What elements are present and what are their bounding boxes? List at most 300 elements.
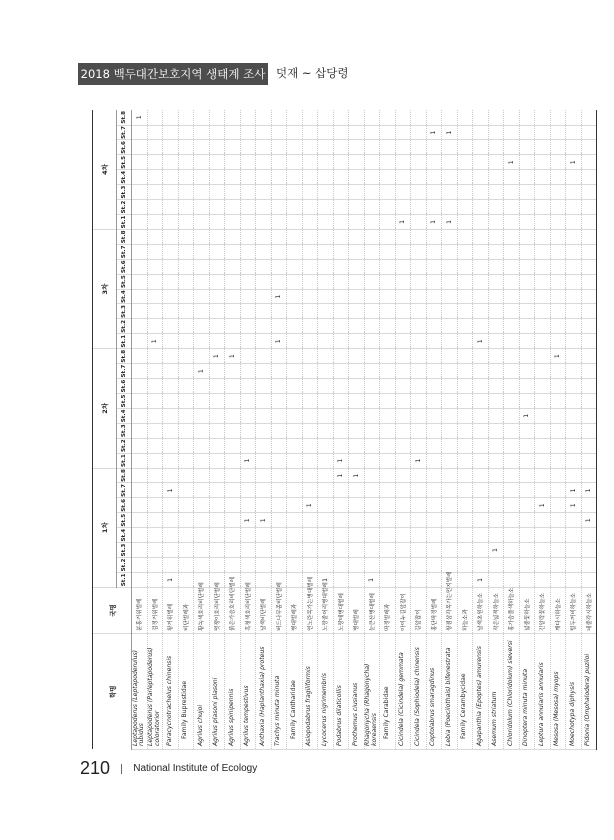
occurrence-cell xyxy=(194,468,210,483)
occurrence-cell xyxy=(426,319,442,334)
occurrence-cell xyxy=(147,214,163,229)
occurrence-cell xyxy=(240,379,256,394)
table-body xyxy=(132,110,597,750)
occurrence-cell xyxy=(178,244,194,259)
occurrence-cell xyxy=(550,558,566,573)
table-row xyxy=(132,110,148,750)
occurrence-cell xyxy=(364,170,380,185)
occurrence-cell xyxy=(380,528,396,543)
occurrence-cell xyxy=(519,423,535,438)
occurrence-cell xyxy=(581,155,597,170)
occurrence-cell xyxy=(550,393,566,408)
occurrence-cell xyxy=(581,319,597,334)
occurrence-cell xyxy=(411,572,427,587)
occurrence-cell xyxy=(488,498,504,513)
occurrence-cell xyxy=(240,125,256,140)
occurrence-cell xyxy=(209,513,225,528)
page-footer xyxy=(80,758,257,780)
occurrence-cell xyxy=(302,244,318,259)
occurrence-cell xyxy=(442,170,458,185)
occurrence-cell xyxy=(318,214,334,229)
occurrence-cell xyxy=(333,364,349,379)
occurrence-cell xyxy=(488,319,504,334)
occurrence-cell xyxy=(209,170,225,185)
occurrence-cell xyxy=(225,274,241,289)
occurrence-cell xyxy=(457,304,473,319)
occurrence-cell xyxy=(550,259,566,274)
occurrence-cell xyxy=(333,274,349,289)
occurrence-cell xyxy=(194,304,210,319)
occurrence-cell xyxy=(178,349,194,364)
site-header: St.2 xyxy=(117,319,132,334)
occurrence-cell xyxy=(333,200,349,215)
occurrence-cell xyxy=(504,393,520,408)
occurrence-cell xyxy=(302,110,318,125)
occurrence-cell xyxy=(364,483,380,498)
occurrence-cell xyxy=(395,438,411,453)
table-row xyxy=(535,110,551,750)
occurrence-cell xyxy=(535,214,551,229)
occurrence-cell xyxy=(147,423,163,438)
occurrence-cell: 1 xyxy=(442,214,458,229)
occurrence-cell xyxy=(287,468,303,483)
rotated-table-container xyxy=(92,110,593,750)
occurrence-cell xyxy=(302,155,318,170)
occurrence-cell xyxy=(395,498,411,513)
occurrence-cell xyxy=(240,528,256,543)
occurrence-cell xyxy=(380,498,396,513)
occurrence-cell xyxy=(302,393,318,408)
occurrence-cell xyxy=(163,408,179,423)
occurrence-cell: 1 xyxy=(411,453,427,468)
occurrence-cell xyxy=(442,140,458,155)
occurrence-cell xyxy=(488,408,504,423)
occurrence-cell xyxy=(504,289,520,304)
occurrence-cell xyxy=(457,200,473,215)
occurrence-cell xyxy=(225,513,241,528)
occurrence-cell xyxy=(209,125,225,140)
occurrence-cell xyxy=(333,110,349,125)
occurrence-cell xyxy=(411,393,427,408)
occurrence-cell xyxy=(240,229,256,244)
occurrence-cell xyxy=(147,200,163,215)
occurrence-cell xyxy=(271,393,287,408)
occurrence-cell xyxy=(302,379,318,394)
occurrence-cell xyxy=(566,274,582,289)
occurrence-cell xyxy=(550,244,566,259)
occurrence-cell xyxy=(225,498,241,513)
occurrence-cell xyxy=(209,528,225,543)
occurrence-cell xyxy=(581,125,597,140)
occurrence-cell xyxy=(380,408,396,423)
korean-name-cell: 홍가슴풀색하늘소 xyxy=(504,587,520,633)
occurrence-cell: 1 xyxy=(426,125,442,140)
occurrence-cell xyxy=(535,110,551,125)
occurrence-cell xyxy=(256,155,272,170)
occurrence-cell xyxy=(318,498,334,513)
occurrence-cell xyxy=(581,334,597,349)
occurrence-cell xyxy=(287,393,303,408)
occurrence-cell xyxy=(178,200,194,215)
occurrence-cell xyxy=(225,214,241,229)
occurrence-cell xyxy=(194,543,210,558)
occurrence-cell xyxy=(194,110,210,125)
occurrence-cell xyxy=(581,468,597,483)
occurrence-cell xyxy=(581,170,597,185)
occurrence-cell xyxy=(240,110,256,125)
occurrence-cell xyxy=(442,468,458,483)
site-header: St.1 xyxy=(117,453,132,468)
occurrence-cell xyxy=(178,408,194,423)
occurrence-cell xyxy=(550,408,566,423)
occurrence-cell xyxy=(163,438,179,453)
site-header: St.8 xyxy=(117,468,132,483)
korean-name-cell: 아이누길앞잡이 xyxy=(395,587,411,633)
occurrence-cell xyxy=(519,572,535,587)
occurrence-cell xyxy=(457,393,473,408)
occurrence-cell xyxy=(364,110,380,125)
korean-name-cell: 버드나무좀비단벌레 xyxy=(271,587,287,633)
occurrence-cell xyxy=(519,483,535,498)
occurrence-cell xyxy=(519,468,535,483)
occurrence-cell xyxy=(380,423,396,438)
occurrence-cell xyxy=(194,558,210,573)
occurrence-cell xyxy=(411,274,427,289)
occurrence-cell xyxy=(566,185,582,200)
occurrence-cell xyxy=(535,453,551,468)
occurrence-cell xyxy=(240,408,256,423)
occurrence-cell xyxy=(426,200,442,215)
occurrence-cell xyxy=(473,244,489,259)
occurrence-cell xyxy=(271,319,287,334)
occurrence-cell xyxy=(132,155,148,170)
occurrence-cell xyxy=(349,229,365,244)
occurrence-cell xyxy=(380,259,396,274)
occurrence-cell xyxy=(519,155,535,170)
occurrence-cell xyxy=(550,423,566,438)
occurrence-cell xyxy=(333,572,349,587)
scientific-name-cell: Lycocerus nigrimembris xyxy=(318,633,334,749)
occurrence-cell xyxy=(302,319,318,334)
occurrence-cell xyxy=(364,244,380,259)
occurrence-cell xyxy=(178,170,194,185)
occurrence-cell xyxy=(333,319,349,334)
occurrence-cell xyxy=(473,214,489,229)
occurrence-cell xyxy=(178,229,194,244)
occurrence-cell xyxy=(349,185,365,200)
occurrence-cell xyxy=(132,572,148,587)
occurrence-cell xyxy=(209,289,225,304)
scientific-name-cell: Agrilus chujoi xyxy=(194,633,210,749)
table-row xyxy=(395,110,411,750)
occurrence-cell xyxy=(318,319,334,334)
occurrence-cell xyxy=(566,572,582,587)
occurrence-cell xyxy=(287,155,303,170)
occurrence-cell xyxy=(147,140,163,155)
korean-name-cell: 깨다시하늘소 xyxy=(550,587,566,633)
occurrence-cell xyxy=(163,423,179,438)
occurrence-cell xyxy=(488,155,504,170)
occurrence-cell xyxy=(349,408,365,423)
occurrence-cell xyxy=(147,155,163,170)
occurrence-cell xyxy=(473,289,489,304)
occurrence-cell xyxy=(225,140,241,155)
occurrence-cell xyxy=(349,513,365,528)
scientific-name-cell: Leptapoderus (Leptapoderulus) rubidus xyxy=(132,633,148,749)
scientific-name-cell: Agrilus tempestivus xyxy=(240,633,256,749)
occurrence-cell xyxy=(519,513,535,528)
site-header: St.4 xyxy=(117,408,132,423)
occurrence-cell xyxy=(256,558,272,573)
occurrence-cell xyxy=(178,259,194,274)
occurrence-cell xyxy=(147,110,163,125)
table-row xyxy=(581,110,597,750)
occurrence-cell xyxy=(163,319,179,334)
occurrence-cell xyxy=(147,453,163,468)
occurrence-cell xyxy=(349,110,365,125)
occurrence-cell xyxy=(256,483,272,498)
occurrence-cell xyxy=(550,528,566,543)
occurrence-cell xyxy=(519,140,535,155)
occurrence-cell xyxy=(287,125,303,140)
col-header-scientific-name: 학명 xyxy=(93,633,132,749)
occurrence-cell xyxy=(178,364,194,379)
occurrence-cell xyxy=(225,110,241,125)
occurrence-cell xyxy=(163,229,179,244)
occurrence-cell xyxy=(504,110,520,125)
occurrence-cell xyxy=(287,334,303,349)
occurrence-cell xyxy=(209,543,225,558)
occurrence-cell xyxy=(488,468,504,483)
occurrence-cell xyxy=(535,185,551,200)
occurrence-cell xyxy=(395,349,411,364)
occurrence-cell xyxy=(333,259,349,274)
occurrence-cell xyxy=(333,528,349,543)
occurrence-cell xyxy=(132,214,148,229)
occurrence-cell xyxy=(132,185,148,200)
occurrence-cell xyxy=(473,229,489,244)
occurrence-cell xyxy=(364,349,380,364)
occurrence-cell: 1 xyxy=(147,334,163,349)
occurrence-cell xyxy=(147,408,163,423)
occurrence-cell xyxy=(256,289,272,304)
occurrence-cell xyxy=(364,438,380,453)
occurrence-cell xyxy=(426,498,442,513)
occurrence-cell xyxy=(163,259,179,274)
occurrence-cell xyxy=(473,259,489,274)
occurrence-cell xyxy=(442,200,458,215)
occurrence-cell xyxy=(147,289,163,304)
scientific-name-cell: Anthaxia (Haplanthaxia) proteus xyxy=(256,633,272,749)
scientific-name-cell: Trachys minuta minuta xyxy=(271,633,287,749)
occurrence-cell xyxy=(535,289,551,304)
occurrence-cell xyxy=(240,155,256,170)
occurrence-cell xyxy=(209,304,225,319)
occurrence-cell xyxy=(411,528,427,543)
occurrence-cell xyxy=(287,229,303,244)
occurrence-cell xyxy=(566,408,582,423)
occurrence-cell xyxy=(504,170,520,185)
occurrence-cell xyxy=(318,334,334,349)
occurrence-cell: 1 xyxy=(473,572,489,587)
korean-name-cell: 넓줄꽃하늘소 xyxy=(519,587,535,633)
occurrence-cell xyxy=(442,304,458,319)
occurrence-cell xyxy=(488,558,504,573)
occurrence-cell xyxy=(163,140,179,155)
occurrence-cell xyxy=(364,185,380,200)
occurrence-cell xyxy=(318,274,334,289)
occurrence-cell xyxy=(488,289,504,304)
occurrence-cell xyxy=(581,304,597,319)
occurrence-cell xyxy=(550,334,566,349)
occurrence-cell xyxy=(395,528,411,543)
occurrence-cell xyxy=(581,274,597,289)
occurrence-cell xyxy=(411,498,427,513)
occurrence-cell xyxy=(225,259,241,274)
occurrence-cell xyxy=(256,334,272,349)
occurrence-cell xyxy=(256,200,272,215)
occurrence-cell xyxy=(225,364,241,379)
occurrence-cell xyxy=(442,289,458,304)
scientific-name-cell: Asemum striatum xyxy=(488,633,504,749)
occurrence-cell xyxy=(488,259,504,274)
occurrence-cell xyxy=(302,229,318,244)
occurrence-cell xyxy=(225,543,241,558)
occurrence-cell xyxy=(504,349,520,364)
occurrence-cell xyxy=(473,110,489,125)
occurrence-cell xyxy=(256,125,272,140)
site-header: St.1 xyxy=(117,214,132,229)
occurrence-cell xyxy=(256,244,272,259)
occurrence-cell xyxy=(287,274,303,289)
occurrence-cell xyxy=(364,259,380,274)
occurrence-cell xyxy=(163,304,179,319)
occurrence-cell xyxy=(271,513,287,528)
occurrence-cell xyxy=(287,572,303,587)
occurrence-cell xyxy=(318,200,334,215)
occurrence-cell: 1 xyxy=(271,289,287,304)
occurrence-cell xyxy=(581,438,597,453)
site-header: St.5 xyxy=(117,274,132,289)
occurrence-cell xyxy=(395,364,411,379)
occurrence-cell xyxy=(271,558,287,573)
occurrence-cell xyxy=(194,438,210,453)
occurrence-cell xyxy=(163,513,179,528)
occurrence-cell xyxy=(178,572,194,587)
occurrence-cell xyxy=(395,259,411,274)
occurrence-cell xyxy=(271,110,287,125)
occurrence-cell xyxy=(302,453,318,468)
occurrence-cell xyxy=(194,155,210,170)
korean-name-cell: 하늘소과 xyxy=(457,587,473,633)
occurrence-cell: 1 xyxy=(535,498,551,513)
occurrence-cell xyxy=(395,110,411,125)
occurrence-cell xyxy=(395,140,411,155)
occurrence-cell xyxy=(209,483,225,498)
occurrence-cell xyxy=(504,528,520,543)
occurrence-cell xyxy=(364,289,380,304)
occurrence-cell xyxy=(411,558,427,573)
report-title: 2018 백두대간보호지역 생태계 조사 xyxy=(80,67,266,81)
occurrence-cell xyxy=(132,229,148,244)
occurrence-cell xyxy=(426,393,442,408)
occurrence-cell xyxy=(194,408,210,423)
occurrence-cell xyxy=(581,393,597,408)
occurrence-cell xyxy=(426,304,442,319)
occurrence-cell xyxy=(302,170,318,185)
occurrence-cell xyxy=(535,125,551,140)
occurrence-cell xyxy=(566,214,582,229)
site-header: St.3 xyxy=(117,423,132,438)
scientific-name-cell: Dinoptera minuta minuta xyxy=(519,633,535,749)
occurrence-cell xyxy=(380,558,396,573)
table-row xyxy=(488,110,504,750)
scientific-name-cell: Family Buprestidae xyxy=(178,633,194,749)
occurrence-cell: 1 xyxy=(504,155,520,170)
occurrence-cell xyxy=(457,110,473,125)
occurrence-cell xyxy=(132,334,148,349)
occurrence-cell xyxy=(225,319,241,334)
occurrence-cell xyxy=(333,438,349,453)
occurrence-cell xyxy=(287,349,303,364)
occurrence-cell xyxy=(426,289,442,304)
occurrence-cell xyxy=(225,468,241,483)
occurrence-cell xyxy=(163,110,179,125)
occurrence-cell xyxy=(318,379,334,394)
occurrence-cell xyxy=(457,364,473,379)
occurrence-cell xyxy=(581,558,597,573)
occurrence-cell xyxy=(504,274,520,289)
occurrence-cell xyxy=(488,513,504,528)
occurrence-cell xyxy=(147,259,163,274)
occurrence-cell xyxy=(178,274,194,289)
page-header xyxy=(0,58,614,88)
occurrence-cell xyxy=(504,319,520,334)
occurrence-cell xyxy=(426,468,442,483)
occurrence-cell xyxy=(550,468,566,483)
occurrence-cell xyxy=(349,379,365,394)
scientific-name-cell: Agrilus spinipennis xyxy=(225,633,241,749)
occurrence-cell xyxy=(457,572,473,587)
korean-name-cell: 비단벌레과 xyxy=(178,587,194,633)
occurrence-cell xyxy=(163,155,179,170)
occurrence-cell xyxy=(147,393,163,408)
occurrence-cell xyxy=(364,364,380,379)
occurrence-cell xyxy=(411,259,427,274)
korean-name-cell: 작은넓적하늘소 xyxy=(488,587,504,633)
occurrence-cell xyxy=(364,155,380,170)
occurrence-cell xyxy=(535,319,551,334)
occurrence-cell xyxy=(535,304,551,319)
occurrence-cell xyxy=(318,170,334,185)
occurrence-cell xyxy=(566,528,582,543)
occurrence-cell: 1 xyxy=(271,334,287,349)
occurrence-cell xyxy=(287,319,303,334)
occurrence-cell: 1 xyxy=(519,408,535,423)
occurrence-cell xyxy=(333,140,349,155)
occurrence-cell xyxy=(473,528,489,543)
occurrence-cell xyxy=(426,408,442,423)
occurrence-cell xyxy=(240,319,256,334)
occurrence-cell xyxy=(442,498,458,513)
occurrence-cell xyxy=(550,572,566,587)
occurrence-cell xyxy=(395,453,411,468)
occurrence-cell xyxy=(256,528,272,543)
occurrence-cell xyxy=(194,200,210,215)
occurrence-cell xyxy=(411,349,427,364)
occurrence-cell xyxy=(302,438,318,453)
occurrence-cell xyxy=(240,185,256,200)
